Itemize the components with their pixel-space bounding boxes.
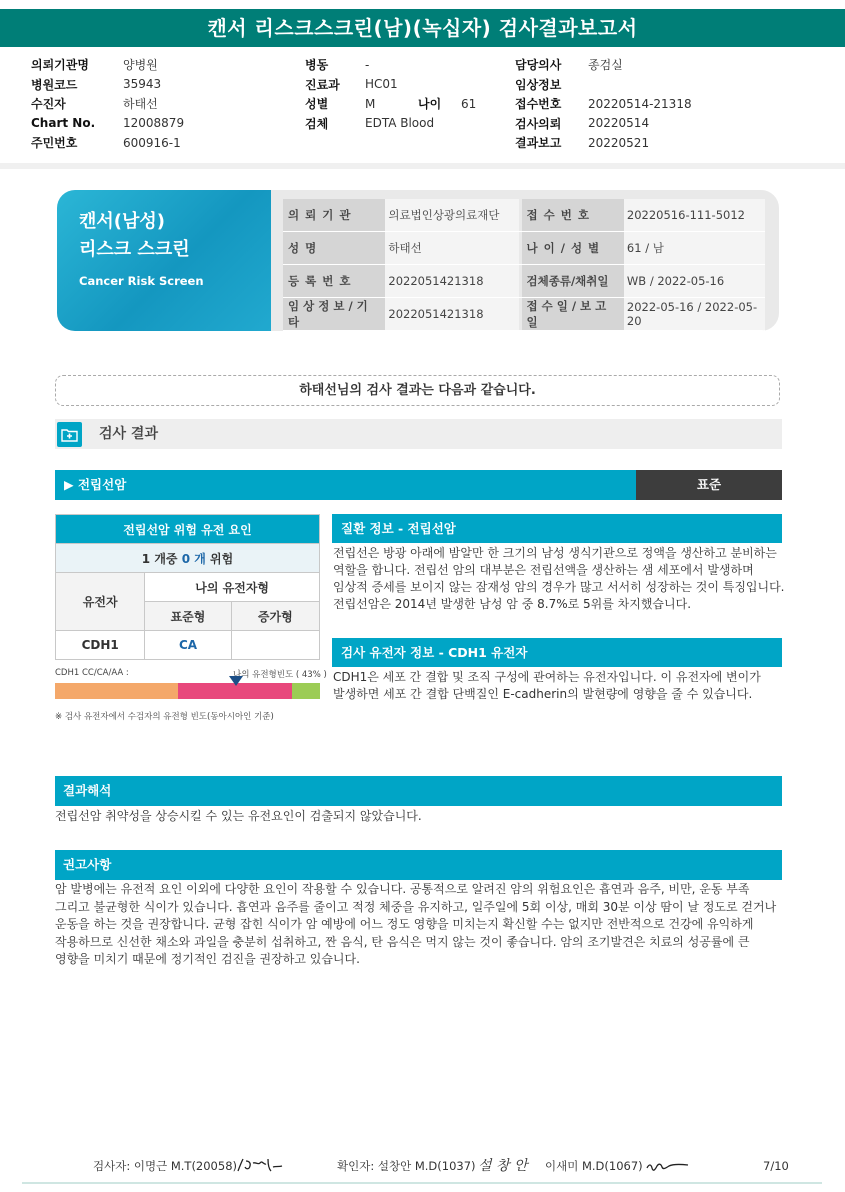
info-column-3 bbox=[515, 55, 692, 153]
gene-info-body bbox=[333, 669, 785, 703]
patient-info-grid bbox=[0, 55, 845, 155]
summary-card bbox=[57, 190, 779, 331]
risk-count-prefix: 1 개중 bbox=[141, 551, 178, 566]
section-header bbox=[55, 419, 782, 449]
disease-info-line: 임상적 증세를 보이지 않는 잠재성 암의 경우가 많고 서서히 성장하는 것이 특징입니다. bbox=[333, 580, 785, 594]
recommendation-line: 운동을 하는 것을 권장합니다. 균형 잡힌 식이가 암 예방에 어느 정도 영향을 미치는지 확신할 수는 없지만 전반적으로 건강에 유익하게 bbox=[55, 917, 754, 931]
info-label: 접수번호 bbox=[515, 97, 562, 112]
increased-genotype bbox=[231, 631, 319, 660]
frequency-gene-label: CDH1 CC/CA/AA : bbox=[55, 668, 129, 678]
signature-footer bbox=[0, 1155, 845, 1180]
summary-label: 성 명 bbox=[283, 232, 385, 264]
examiner-signature bbox=[235, 1155, 285, 1177]
cancer-type-bar bbox=[55, 470, 782, 500]
standard-type-header: 표준형 bbox=[145, 602, 231, 631]
cancer-name: ▶ 전립선암 bbox=[64, 477, 127, 492]
summary-label: 나 이 / 성 별 bbox=[522, 232, 624, 264]
recommendation-body bbox=[55, 881, 782, 969]
info-value: 하태선 bbox=[123, 97, 158, 112]
info-label: 의뢰기관명 bbox=[31, 58, 89, 73]
info-value: 20220514-21318 bbox=[588, 96, 692, 111]
page-number: 7/10 bbox=[763, 1159, 789, 1173]
summary-title-line1: 캔서(남성) bbox=[79, 211, 166, 232]
summary-subtitle: Cancer Risk Screen bbox=[79, 274, 204, 288]
frequency-marker-icon bbox=[229, 676, 243, 686]
examiner-name: 검사자: 이명근 M.T(20058) bbox=[93, 1159, 237, 1173]
age-value: 61 bbox=[461, 96, 477, 111]
recommendation-line: 암 발병에는 유전적 요인 이외에 다양한 요인이 작용할 수 있습니다. 공통적으로 알려진 암의 위험요인은 흡연과 음주, 비만, 운동 부족 bbox=[55, 882, 750, 896]
info-label: 검체 bbox=[305, 116, 329, 131]
summary-value: 2022051421318 bbox=[385, 265, 518, 297]
gene-table-header: 전립선암 위험 유전 요인 bbox=[56, 515, 320, 544]
info-label: 병원코드 bbox=[31, 77, 78, 92]
my-genotype-header: 나의 유전자형 bbox=[145, 573, 320, 602]
header-divider bbox=[0, 163, 845, 169]
info-label: 병동 bbox=[305, 58, 329, 73]
info-column-1 bbox=[31, 55, 184, 153]
risk-count-suffix: 위험 bbox=[210, 551, 234, 566]
recommendation-line: 그리고 불균형한 식이가 있습니다. 흡연과 음주를 줄이고 적정 체중을 유지하고, 일주일에 5회 이상, 매회 30분 이상 땀이 날 정도로 걷거나 bbox=[55, 899, 777, 914]
summary-label: 검체종류/채취일 bbox=[522, 265, 624, 297]
info-value: 20220521 bbox=[588, 135, 650, 150]
summary-row bbox=[283, 298, 765, 331]
disease-info-line: 전립선은 방광 아래에 밤알만 한 크기의 남성 생식기관으로 정액을 생산하고 분비하는 bbox=[333, 546, 777, 560]
info-label: 수진자 bbox=[31, 97, 66, 112]
info-label: 임상정보 bbox=[515, 77, 562, 92]
recommendation-line: 영향을 미치기 때문에 정기적인 검진을 권장하고 있습니다. bbox=[55, 952, 360, 966]
info-value: - bbox=[365, 57, 370, 72]
info-label: Chart No. bbox=[31, 116, 96, 131]
summary-label: 등 록 번 호 bbox=[283, 265, 385, 297]
info-value: 20220514 bbox=[588, 116, 650, 131]
info-value: 종검실 bbox=[588, 58, 623, 73]
gene-info-line: 발생하면 세포 간 결합 단백질인 E-cadherin의 발현량에 영향을 줄 수 있습니다. bbox=[333, 687, 753, 701]
frequency-segment bbox=[55, 683, 178, 699]
summary-value: 20220516-111-5012 bbox=[624, 199, 765, 231]
summary-value: 61 / 남 bbox=[624, 232, 765, 264]
summary-value: 2022051421318 bbox=[385, 298, 518, 330]
summary-row bbox=[283, 232, 765, 265]
disease-info-line: 역할을 합니다. 전립선 암의 대부분은 전립선액을 생산하는 샘 세포에서 발생하며 bbox=[333, 563, 754, 577]
info-label: 결과보고 bbox=[515, 136, 562, 151]
summary-title-line2: 리스크 스크린 bbox=[79, 239, 190, 260]
gene-name: CDH1 bbox=[56, 631, 145, 660]
summary-label: 의 뢰 기 관 bbox=[283, 199, 385, 231]
frequency-segment bbox=[292, 683, 320, 699]
standard-genotype: CA bbox=[145, 631, 231, 660]
frequency-note: ※ 검사 유전자에서 수검자의 유전형 빈도(동아시아인 기준) bbox=[55, 712, 274, 722]
info-value: 12008879 bbox=[123, 116, 185, 131]
info-value: HC01 bbox=[365, 77, 398, 92]
info-label: 검사의뢰 bbox=[515, 116, 562, 131]
info-value: M bbox=[365, 96, 376, 111]
info-label: 진료과 bbox=[305, 77, 340, 92]
gene-risk-table bbox=[55, 514, 320, 660]
disease-info-line: 전립선암은 2014년 발생한 남성 암 중 8.7%로 5위를 차지했습니다. bbox=[333, 597, 692, 611]
recommendation-line: 작용하므로 신선한 채소와 과일을 충분히 섭취하고, 짠 음식, 탄 음식은 먹지 않는 것이 좋습니다. 암의 조기발견은 치료의 성공률에 큰 bbox=[55, 934, 750, 949]
confirmer-signature: 설 창 안 bbox=[478, 1158, 528, 1174]
gene-info-header: 검사 유전자 정보 - CDH1 유전자 bbox=[332, 638, 782, 667]
summary-value: 2022-05-16 / 2022-05-20 bbox=[624, 298, 765, 330]
interpretation-header: 결과해석 bbox=[55, 776, 782, 806]
summary-value: 의료법인상광의료재단 bbox=[385, 199, 518, 231]
frequency-my-label: 나의 유전형빈도 ( 43% ) bbox=[233, 670, 327, 680]
summary-label: 접 수 일 / 보 고 일 bbox=[522, 298, 624, 330]
recommendation-header: 권고사항 bbox=[55, 850, 782, 880]
risk-count-number: 0 개 bbox=[181, 551, 206, 566]
confirmer-name: 확인자: 설창안 M.D(1037) bbox=[337, 1159, 476, 1173]
second-doctor-signature bbox=[645, 1155, 690, 1177]
age-label: 나이 bbox=[418, 97, 442, 112]
section-title: 검사 결과 bbox=[99, 426, 158, 442]
info-value: 600916-1 bbox=[123, 135, 181, 150]
summary-banner bbox=[57, 190, 271, 331]
gene-column-header: 유전자 bbox=[56, 573, 145, 631]
gene-info-line: CDH1은 세포 간 결합 및 조직 구성에 관여하는 유전자입니다. 이 유전자에 변이가 bbox=[333, 670, 761, 684]
disease-info-body bbox=[333, 545, 785, 613]
info-value: 35943 bbox=[123, 77, 162, 92]
info-label: 주민번호 bbox=[31, 136, 78, 151]
frequency-bar bbox=[55, 683, 320, 699]
summary-label: 임 상 정 보 / 기 타 bbox=[283, 298, 385, 330]
info-value: 양병원 bbox=[123, 58, 158, 73]
greeting-message: 하태선님의 검사 결과는 다음과 같습니다. bbox=[55, 375, 780, 406]
summary-row bbox=[283, 265, 765, 298]
info-label: 성별 bbox=[305, 97, 329, 112]
medical-folder-icon bbox=[57, 422, 82, 447]
summary-table bbox=[283, 199, 765, 331]
summary-label: 접 수 번 호 bbox=[522, 199, 624, 231]
info-label: 담당의사 bbox=[515, 58, 562, 73]
summary-row bbox=[283, 199, 765, 232]
status-badge: 표준 bbox=[636, 470, 782, 500]
summary-value: WB / 2022-05-16 bbox=[624, 265, 765, 297]
info-value: EDTA Blood bbox=[365, 116, 435, 131]
second-doctor-name: 이새미 M.D(1067) bbox=[545, 1159, 643, 1173]
report-title: 캔서 리스크스크린(남)(녹십자) 검사결과보고서 bbox=[0, 9, 845, 47]
risk-count bbox=[56, 544, 320, 573]
interpretation-text: 전립선암 취약성을 상승시킬 수 있는 유전요인이 검출되지 않았습니다. bbox=[55, 809, 422, 823]
disease-info-header: 질환 정보 - 전립선암 bbox=[332, 514, 782, 543]
summary-value: 하태선 bbox=[385, 232, 518, 264]
info-column-2 bbox=[305, 55, 476, 133]
footer-divider bbox=[22, 1182, 822, 1184]
increased-type-header: 증가형 bbox=[231, 602, 319, 631]
